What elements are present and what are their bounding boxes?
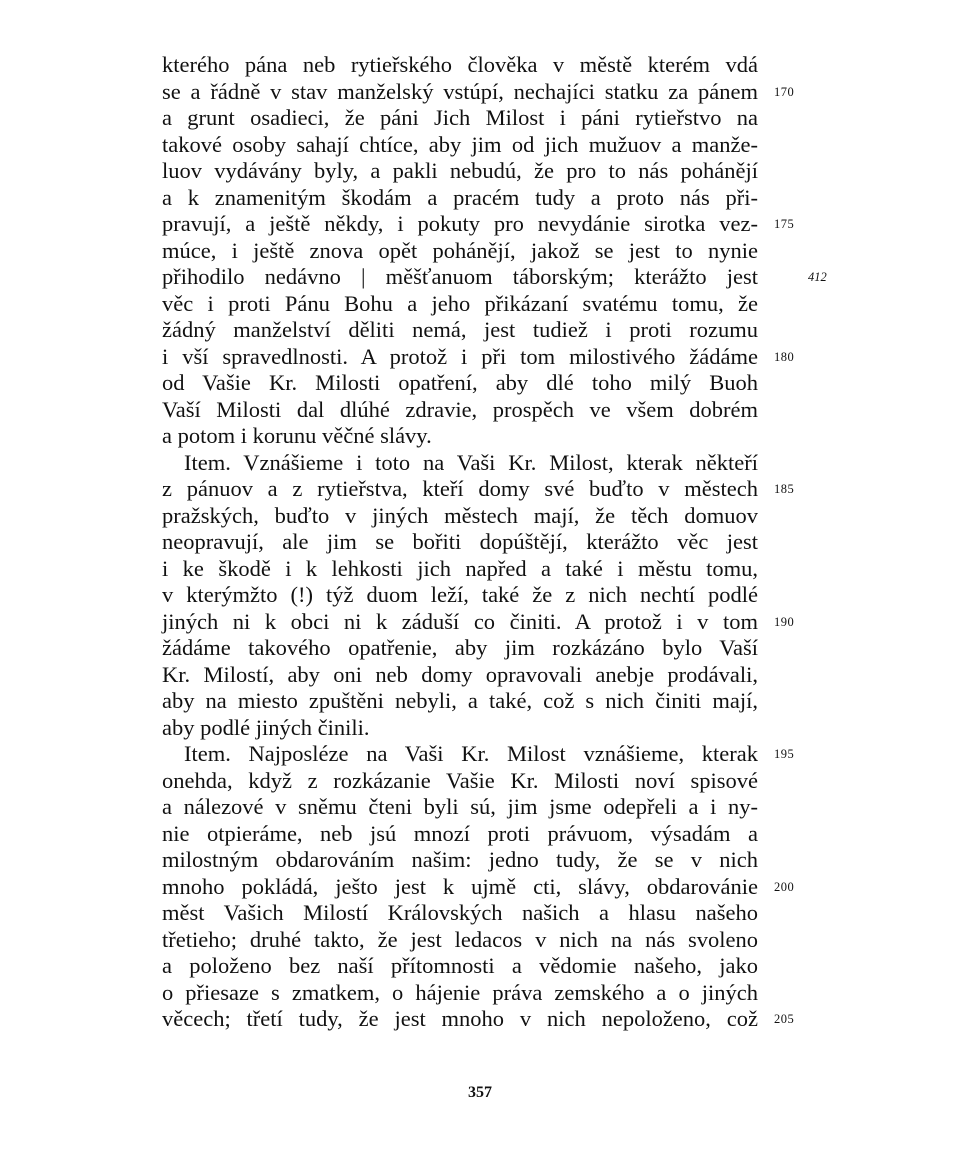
text-line <box>162 821 758 848</box>
text-line <box>162 582 758 609</box>
line-text: a potom i korunu věčné slávy. <box>162 423 432 448</box>
text-line <box>162 185 758 212</box>
text-line <box>162 715 758 742</box>
line-text: Vaší Milosti dal dlúhé zdravie, prospěch ve všem dobrém <box>162 396 758 422</box>
text-line <box>162 608 795 636</box>
line-text: nie otpieráme, neb jsú mnozí proti právuom, výsadám a <box>162 820 758 846</box>
text-line <box>162 450 758 477</box>
line-text: onehda, když z rozkázanie Vašie Kr. Milosti noví spisové <box>162 767 758 793</box>
line-text: Kr. Milostí, aby oni neb domy opravovali anebje prodávali, <box>162 661 758 687</box>
line-text: luov vydávány byly, a pakli nebudú, že pro to nás pohánějí <box>162 158 758 183</box>
line-text: pražských, buďto v jiných městech mají, že těch domuov <box>162 502 758 528</box>
line-text: v kterýmžto (!) týž duom leží, také že z nich nechtí podlé <box>162 582 758 607</box>
line-text: neopravují, ale jim se bořiti dopúštějí, kterážto věc jest <box>162 529 758 554</box>
line-text: se a řádně v stav manželský vstúpí, nechajíci statku za pánem <box>162 78 758 104</box>
line-text: aby na miesto zpuštěni nebyli, a také, což s nich činiti mají, <box>162 688 758 713</box>
text-line <box>162 397 758 424</box>
page-number: 357 <box>468 1084 492 1101</box>
line-number: 200 <box>774 879 795 894</box>
text-line <box>162 1006 795 1033</box>
text-line <box>162 768 758 795</box>
line-text: měst Vašich Milostí Královských našich a hlasu našeho <box>162 900 758 925</box>
line-text: z pánuov a z rytieřstva, kteří domy své buďto v městech <box>162 476 758 501</box>
line-number: 170 <box>774 84 795 99</box>
text-line <box>162 980 758 1007</box>
line-text: a nálezové v sněmu čteni byli sú, jim jsme odepřeli a i ny- <box>162 794 758 819</box>
line-number: 205 <box>774 1012 795 1026</box>
line-number: 180 <box>774 349 795 364</box>
text-line <box>162 78 795 106</box>
text-line <box>162 370 758 397</box>
text-line <box>162 529 758 556</box>
text-line <box>162 794 758 821</box>
line-text: přihodilo nedávno | měšťanuom táborským; kterážto jest <box>162 264 758 289</box>
line-text: i ke škodě i k lehkosti jich napřed a také i městu tomu, <box>162 555 758 581</box>
body-text <box>162 52 827 1033</box>
text-line <box>162 317 758 344</box>
line-text: od Vašie Kr. Milosti opatření, aby dlé toho milý Buoh <box>162 370 758 395</box>
line-text: takové osoby sahají chtíce, aby jim od jich mužuov a manže- <box>162 131 758 157</box>
line-text: žádáme takového opatřenie, aby jim rozkázáno bylo Vaší <box>162 635 758 660</box>
line-number: 185 <box>774 482 795 496</box>
text-line <box>162 105 758 132</box>
source-page-marker: 412 <box>808 270 827 284</box>
text-line <box>162 264 827 291</box>
text-line <box>162 503 758 530</box>
line-text: múce, i ještě znova opět pohánějí, jakož se jest to nynie <box>162 237 758 263</box>
text-line <box>162 476 795 503</box>
line-text: pravují, a ještě někdy, i pokuty pro nevydánie sirotka vez- <box>162 211 758 236</box>
line-number: 195 <box>774 747 795 761</box>
text-line <box>162 873 795 901</box>
line-text: a k znamenitým škodám a pracém tudy a proto nás při- <box>162 184 758 210</box>
text-line <box>162 741 795 768</box>
text-line <box>162 662 758 689</box>
line-text: třetieho; druhé takto, že jest ledacos v nich na nás svoleno <box>162 926 758 952</box>
text-line <box>162 52 758 79</box>
line-text: jiných ni k obci ni k záduší co činiti. A protož i v tom <box>162 608 758 634</box>
line-text: Item. Vznášieme i toto na Vaši Kr. Milost, kterak někteří <box>184 449 758 475</box>
line-text: věcech; třetí tudy, že jest mnoho v nich nepoloženo, což <box>162 1006 758 1031</box>
line-text: a položeno bez naší přítomnosti a vědomie našeho, jako <box>162 953 758 978</box>
line-text: a grunt osadieci, že páni Jich Milost i páni rytieřstvo na <box>162 105 758 130</box>
line-text: milostným obdarováním našim: jedno tudy, že se v nich <box>162 847 758 872</box>
text-line <box>162 847 758 874</box>
text-line <box>162 927 758 954</box>
text-line <box>162 635 758 662</box>
text-line <box>162 158 758 185</box>
text-line <box>162 900 758 927</box>
line-number: 190 <box>774 614 795 629</box>
line-text: žádný manželství děliti nemá, jest tudiež i proti rozumu <box>162 317 758 342</box>
text-line <box>162 556 758 583</box>
line-text: kterého pána neb rytieřského člověka v městě kterém vdá <box>162 52 758 77</box>
line-text: aby podlé jiných činili. <box>162 714 370 740</box>
line-text: mnoho pokládá, ješto jest k ujmě cti, slávy, obdarovánie <box>162 873 758 899</box>
text-line <box>162 211 795 238</box>
text-line <box>162 423 758 450</box>
text-line <box>162 238 758 265</box>
text-line <box>162 953 758 980</box>
line-text: věc i proti Pánu Bohu a jeho přikázaní svatému tomu, že <box>162 290 758 316</box>
text-line <box>162 291 758 318</box>
line-number: 175 <box>774 217 795 231</box>
text-line <box>162 343 795 371</box>
line-text: Item. Najposléze na Vaši Kr. Milost vznášieme, kterak <box>184 741 758 766</box>
line-text: o přiesaze s zmatkem, o hájenie práva zemského a o jiných <box>162 979 758 1005</box>
text-line <box>162 688 758 715</box>
line-text: i vší spravedlnosti. A protož i při tom milostivého žádáme <box>162 343 758 369</box>
text-line <box>162 132 758 159</box>
